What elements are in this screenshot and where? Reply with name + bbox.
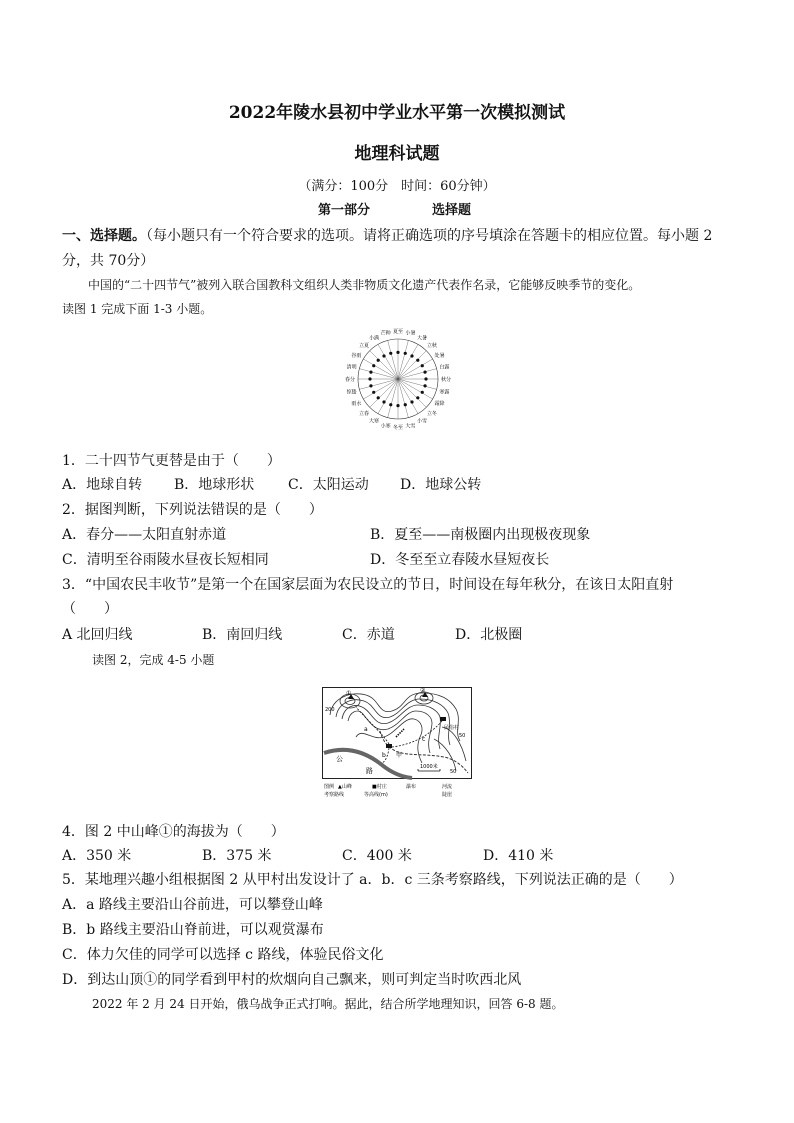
q5-option-c[interactable]: C．体力欠佳的同学可以选择 c 路线，体验民俗文化 xyxy=(62,947,384,963)
solar-term-label: 大寒 xyxy=(368,418,380,425)
intro2: 读图 2，完成 4-5 小题 xyxy=(92,653,215,667)
q2-option-b[interactable]: B．夏至——南极圈内出现极夜现象 xyxy=(370,527,591,543)
route-b-label: b xyxy=(382,752,386,759)
village-jia-marker xyxy=(386,744,392,748)
q5-option-b[interactable]: B．b 路线主要沿山脊前进，可以观赏瀑布 xyxy=(62,922,324,938)
solar-term-label: 秋分 xyxy=(440,377,452,383)
q4-stem: 4．图 2 中山峰①的海拔为（ ） xyxy=(62,824,285,840)
route-a-label: a xyxy=(364,726,368,733)
contour-50-label-a: 50 xyxy=(459,733,466,739)
q2-option-a[interactable]: A．春分——太阳直射赤道 xyxy=(62,527,227,543)
solar-term-dot xyxy=(372,364,375,367)
q1-option-c[interactable]: C．太阳运动 xyxy=(288,477,369,493)
q1-option-b[interactable]: B．地球形状 xyxy=(174,477,255,493)
q1-stem: 1．二十四节气更替是由于（ ） xyxy=(62,453,281,469)
solar-term-dot xyxy=(410,354,413,357)
solar-term-label: 处暑 xyxy=(434,353,445,359)
solar-term-label: 惊蛰 xyxy=(346,389,357,396)
section1-label: 一、选择题。 xyxy=(62,228,146,244)
section1-instruction-line2: 分，共 70分） xyxy=(62,253,155,269)
solar-term-label: 谷雨 xyxy=(351,353,362,359)
q3-stem-line2: （ ） xyxy=(62,601,118,617)
q3-option-a[interactable]: A 北回归线 xyxy=(62,627,133,643)
intro1-line2: 读图 1 完成下面 1-3 小题。 xyxy=(62,302,213,316)
subject-title: 地理科试题 xyxy=(354,144,440,164)
topographic-map xyxy=(322,687,472,799)
solar-term-dot xyxy=(369,384,372,387)
solar-term-dot xyxy=(369,371,372,374)
solar-term-label: 立夏 xyxy=(359,343,370,350)
contour-200-label: 200 xyxy=(325,707,335,713)
solar-term-label: 立冬 xyxy=(426,410,437,417)
solar-term-ray xyxy=(398,379,418,414)
q4-option-b[interactable]: B．375 米 xyxy=(202,848,272,864)
solar-term-dot xyxy=(382,354,385,357)
q3-option-b[interactable]: B．南回归线 xyxy=(202,627,283,643)
solar-term-dot xyxy=(421,364,424,367)
solar-term-label: 小暑 xyxy=(405,330,416,337)
section1-instruction-line1: （每小题只有一个符合要求的选项。请将正确选项的序号填涂在答题卡的相应位置。每小题 2 xyxy=(146,228,713,244)
q4-option-c[interactable]: C．400 米 xyxy=(342,848,412,864)
solar-term-ray xyxy=(363,379,398,399)
intro1-line1: 中国的“二十四节气”被列入联合国教科文组织人类非物质文化遗产代表作名录，它能够反映季节的变化。 xyxy=(88,278,641,292)
q2-option-c[interactable]: C．清明至谷雨陵水昼夜长短相同 xyxy=(62,552,269,568)
solar-term-label: 夏至 xyxy=(392,329,404,335)
solar-term-dot xyxy=(382,400,385,403)
peak-1-label: ① xyxy=(346,690,352,697)
legend-item: 等高线(m) xyxy=(364,792,388,798)
q4-option-d[interactable]: D．410 米 xyxy=(483,848,554,864)
solar-term-dot xyxy=(389,403,392,406)
q5-option-d[interactable]: D．到达山顶①的同学看到甲村的炊烟向自己飘来，则可判定当时吹西北风 xyxy=(62,972,522,988)
intro3: 2022 年 2 月 24 日开始，俄乌战争正式打响。据此，结合所学地理知识，回答 6-8 题。 xyxy=(92,997,564,1011)
solar-term-dot xyxy=(396,404,399,407)
village-jia-label: 甲 xyxy=(396,752,403,759)
q3-stem-line1: 3．“中国农民丰收节”是第一个在国家层面为农民设立的节日，时间设在每年秋分，在该日太阳直射 xyxy=(62,577,674,593)
peak-2-label: ② xyxy=(420,687,426,694)
solar-term-ray xyxy=(398,340,408,379)
legend-item: 陡崖 xyxy=(442,792,453,798)
solar-term-ray xyxy=(378,344,398,379)
section1-instruction xyxy=(62,225,712,245)
solar-term-dot xyxy=(396,351,399,354)
solar-term-ray xyxy=(359,369,398,379)
solar-term-label: 寒露 xyxy=(439,389,450,396)
solar-term-label: 芒种 xyxy=(380,330,391,337)
solar-term-label: 大雪 xyxy=(405,423,416,430)
solar-term-label: 小满 xyxy=(368,335,380,342)
solar-term-label: 立春 xyxy=(359,410,370,417)
road-label-2: 路 xyxy=(366,767,373,775)
solar-term-label: 立秋 xyxy=(426,343,437,350)
q3-option-d[interactable]: D．北极圈 xyxy=(455,627,523,643)
q5-stem: 5．某地理兴趣小组根据图 2 从甲村出发设计了 a．b．c 三条考察路线，下列说法正确的是（ ） xyxy=(62,872,683,888)
legend-item: 瀑布 xyxy=(406,784,417,790)
q2-option-d[interactable]: D．冬至至立春陵水昼短夜长 xyxy=(370,552,550,568)
solar-term-ray xyxy=(388,340,398,379)
solar-term-dot xyxy=(416,359,419,362)
solar-term-dot xyxy=(416,396,419,399)
solar-term-dot xyxy=(404,352,407,355)
legend-item: 考察路线 xyxy=(324,792,345,798)
solar-term-label: 小寒 xyxy=(380,423,391,430)
q5-option-a[interactable]: A．a 路线主要沿山谷前进，可以攀登山峰 xyxy=(62,897,323,913)
solar-term-ray xyxy=(398,369,437,379)
solar-term-dot xyxy=(389,352,392,355)
solar-term-label: 雨水 xyxy=(351,401,362,407)
q4-option-a[interactable]: A．350 米 xyxy=(62,848,132,864)
part-label: 第一部分 xyxy=(318,203,371,218)
solar-term-label: 小雪 xyxy=(416,418,428,425)
solar-term-label: 清明 xyxy=(346,364,357,371)
q2-stem: 2．据图判断，下列说法错误的是（ ） xyxy=(62,502,323,518)
solar-term-ray xyxy=(398,359,433,379)
minsu-village-label: 民俗村 xyxy=(444,725,460,731)
road-label-1: 公 xyxy=(336,755,343,763)
contour-50-label-b: 50 xyxy=(450,769,457,775)
solar-term-dot xyxy=(368,377,371,380)
solar-term-ray xyxy=(398,344,418,379)
solar-term-dot xyxy=(421,391,424,394)
exam-title: 2022年陵水县初中学业水平第一次模拟测试 xyxy=(228,103,566,123)
solar-term-ray xyxy=(398,379,437,389)
solar-term-label: 春分 xyxy=(344,377,356,383)
solar-term-ray xyxy=(378,379,398,414)
exam-meta: （满分：100分 时间：60分钟） xyxy=(298,179,496,194)
legend-item: ▲山峰 xyxy=(338,784,352,790)
solar-term-dot xyxy=(423,371,426,374)
minsu-village-marker xyxy=(440,717,446,721)
solar-term-label: 霜降 xyxy=(434,401,445,407)
part-name: 选择题 xyxy=(432,203,472,218)
legend-item: 河流 xyxy=(442,784,453,790)
solar-terms-diagram xyxy=(337,318,459,440)
legend-item: ■村庄 xyxy=(372,784,387,790)
scale-label: 1000米 xyxy=(420,764,438,770)
solar-term-ray xyxy=(398,379,433,399)
solar-term-dot xyxy=(424,377,427,380)
solar-term-label: 冬至 xyxy=(392,425,404,431)
solar-term-label: 大暑 xyxy=(416,335,428,342)
solar-term-ray xyxy=(398,379,408,418)
solar-term-ray xyxy=(363,359,398,379)
solar-term-label: 白露 xyxy=(439,364,450,371)
q3-option-c[interactable]: C．赤道 xyxy=(342,627,395,643)
solar-term-dot xyxy=(377,359,380,362)
solar-term-dot xyxy=(410,400,413,403)
solar-term-dot xyxy=(372,391,375,394)
solar-term-ray xyxy=(388,379,398,418)
legend-title: 图例 xyxy=(324,784,335,790)
route-c-label: c xyxy=(422,736,426,743)
solar-term-dot xyxy=(423,384,426,387)
q1-option-d[interactable]: D．地球公转 xyxy=(400,477,482,493)
solar-term-dot xyxy=(377,396,380,399)
solar-term-ray xyxy=(359,379,398,389)
solar-term-dot xyxy=(404,403,407,406)
q1-option-a[interactable]: A．地球自转 xyxy=(62,477,143,493)
